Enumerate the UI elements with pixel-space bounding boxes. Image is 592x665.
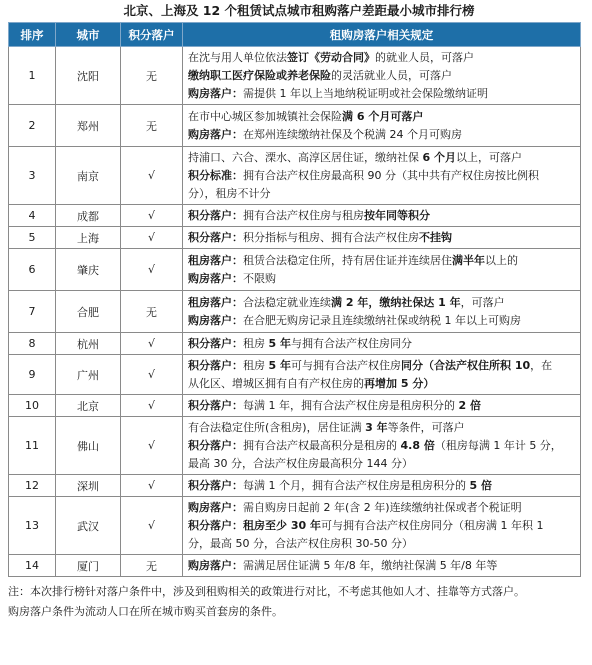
rank-cell: 8 bbox=[9, 333, 56, 355]
rule-text: 以上的 bbox=[485, 253, 518, 267]
city-cell: 佛山 bbox=[56, 417, 121, 475]
rules-cell bbox=[183, 395, 581, 417]
points-settlement-cell: √ bbox=[121, 147, 183, 205]
city-cell: 郑州 bbox=[56, 105, 121, 147]
rule-text: 拥有合法产权住房最高积 90 分（其中共有产权住房按比例积 bbox=[243, 168, 539, 182]
points-settlement-cell: √ bbox=[121, 249, 183, 291]
rules-cell bbox=[183, 291, 581, 333]
rule-text: 合法稳定就业连续 bbox=[243, 295, 331, 309]
rule-text-bold: 积分落户： bbox=[188, 208, 243, 222]
rule-text: 租房 bbox=[243, 358, 269, 372]
rule-text: 以上，可落户 bbox=[455, 150, 522, 164]
rule-text-bold: 购房落户： bbox=[188, 271, 243, 285]
rule-text: 每满 1 个月，拥有合法产权住房是租房积分的 bbox=[243, 478, 470, 492]
rules-cell bbox=[183, 249, 581, 291]
rule-text-bold: 积分落户： bbox=[188, 358, 243, 372]
rule-text: 有合法稳定住所(含租房)，居住证满 bbox=[188, 420, 366, 434]
rule-text: ，可落户 bbox=[460, 295, 505, 309]
city-cell: 杭州 bbox=[56, 333, 121, 355]
table-row bbox=[9, 333, 581, 355]
rank-cell: 6 bbox=[9, 249, 56, 291]
rules-cell bbox=[183, 417, 581, 475]
rule-line bbox=[188, 270, 575, 288]
rule-text-bold: 满 6 个月可落户 bbox=[342, 109, 424, 123]
rule-line bbox=[188, 167, 575, 185]
rule-text-bold: 2 倍 bbox=[458, 398, 481, 412]
rule-line bbox=[188, 207, 575, 225]
rule-text: 需满足居住证满 5 年/8 年，缴纳社保满 5 年/8 年等 bbox=[243, 558, 498, 572]
table-row bbox=[9, 355, 581, 395]
rank-cell: 4 bbox=[9, 205, 56, 227]
rule-line bbox=[188, 499, 575, 517]
rule-line bbox=[188, 67, 575, 85]
rule-line bbox=[188, 517, 575, 535]
rule-text-bold: 同分（合法产权住所积 10 bbox=[400, 358, 531, 372]
rule-text-bold: 6 个月 bbox=[422, 150, 456, 164]
rule-text: 分，最高 50 分，合法产权住房积 30-50 分） bbox=[188, 536, 413, 550]
rule-text-bold: 5 年 bbox=[268, 336, 291, 350]
ranking-table bbox=[8, 22, 581, 577]
rule-line bbox=[188, 85, 575, 103]
rule-line bbox=[188, 477, 575, 495]
rule-text-bold: 按年同等积分 bbox=[364, 208, 430, 222]
points-settlement-cell: 无 bbox=[121, 555, 183, 577]
rule-text-bold: 租房至少 30 年 bbox=[243, 518, 321, 532]
rank-cell: 2 bbox=[9, 105, 56, 147]
rule-text-bold: 5 年 bbox=[268, 358, 291, 372]
table-row bbox=[9, 417, 581, 475]
rule-text-bold: 积分标准： bbox=[188, 168, 243, 182]
rule-text: 拥有合法产权住房与租房 bbox=[243, 208, 364, 222]
rule-text: 的就业人员，可落户 bbox=[375, 50, 474, 64]
rule-line bbox=[188, 294, 575, 312]
rule-text-bold: 租房落户： bbox=[188, 295, 243, 309]
table-body bbox=[9, 47, 581, 577]
points-settlement-cell: √ bbox=[121, 475, 183, 497]
rule-text: 在沈与用人单位依法 bbox=[188, 50, 287, 64]
table-row bbox=[9, 47, 581, 105]
table-row bbox=[9, 227, 581, 249]
rules-cell bbox=[183, 227, 581, 249]
rule-text-bold: 3 年 bbox=[365, 420, 388, 434]
table-row bbox=[9, 475, 581, 497]
rule-line bbox=[188, 126, 575, 144]
rule-line bbox=[188, 419, 575, 437]
rank-cell: 14 bbox=[9, 555, 56, 577]
rule-text-bold: 购房落户： bbox=[188, 313, 243, 327]
rule-text: 等条件，可落户 bbox=[387, 420, 465, 434]
rule-text-bold: 购房落户： bbox=[188, 558, 243, 572]
rule-line bbox=[188, 252, 575, 270]
footnote bbox=[8, 582, 580, 622]
rules-cell bbox=[183, 497, 581, 555]
rule-text: 积分指标与租房、拥有合法产权住房 bbox=[243, 230, 419, 244]
rules-cell bbox=[183, 555, 581, 577]
rule-text: 的灵活就业人员，可落户 bbox=[331, 68, 452, 82]
header-city: 城市 bbox=[56, 23, 121, 47]
rule-text-bold: 积分落户： bbox=[188, 518, 243, 532]
rule-text: 需提供 1 年以上当地纳税证明或社会保险缴纳证明 bbox=[243, 86, 488, 100]
rule-text: （租房每满 1 年计 5 分， bbox=[434, 438, 562, 452]
rule-text: 与拥有合法产权住房同分 bbox=[290, 336, 412, 350]
points-settlement-cell: √ bbox=[121, 333, 183, 355]
rule-line bbox=[188, 357, 575, 375]
rank-cell: 9 bbox=[9, 355, 56, 395]
city-cell: 沈阳 bbox=[56, 47, 121, 105]
rules-cell bbox=[183, 47, 581, 105]
rank-cell: 5 bbox=[9, 227, 56, 249]
table-row bbox=[9, 249, 581, 291]
rule-line bbox=[188, 149, 575, 167]
rule-text: 从化区、增城区拥有自有产权住房的 bbox=[188, 376, 364, 390]
points-settlement-cell: 无 bbox=[121, 291, 183, 333]
rule-line bbox=[188, 437, 575, 455]
rule-line bbox=[188, 229, 575, 247]
table-title: 北京、上海及 12 个租赁试点城市租购落户差距最小城市排行榜 bbox=[123, 3, 475, 18]
table-row bbox=[9, 205, 581, 227]
rank-cell: 11 bbox=[9, 417, 56, 475]
rule-text-bold: 积分落户： bbox=[188, 438, 243, 452]
city-cell: 南京 bbox=[56, 147, 121, 205]
rules-cell bbox=[183, 475, 581, 497]
rule-line bbox=[188, 557, 575, 575]
header-rank: 排序 bbox=[9, 23, 56, 47]
footnote-line: 购房落户条件为流动人口在所在城市购买首套房的条件。 bbox=[8, 605, 283, 618]
rule-text-bold: 不挂钩 bbox=[419, 230, 452, 244]
rule-text: 最高 30 分，合法产权住房最高积分 144 分） bbox=[188, 456, 413, 470]
table-row bbox=[9, 497, 581, 555]
header-rules: 租购房落户相关规定 bbox=[183, 23, 581, 47]
rule-line bbox=[188, 185, 575, 203]
table-row bbox=[9, 147, 581, 205]
points-settlement-cell: √ bbox=[121, 227, 183, 249]
table-row bbox=[9, 555, 581, 577]
rule-text: 拥有合法产权最高积分是租房的 bbox=[243, 438, 401, 452]
table-row bbox=[9, 291, 581, 333]
points-settlement-cell: √ bbox=[121, 355, 183, 395]
rule-line bbox=[188, 455, 575, 473]
rule-text: 在合肥无购房记录且连续缴纳社保或纳税 1 年以上可购房 bbox=[243, 313, 521, 327]
rank-cell: 3 bbox=[9, 147, 56, 205]
rule-text-bold: 满 2 年，缴纳社保达 1 年 bbox=[331, 295, 461, 309]
rank-cell: 13 bbox=[9, 497, 56, 555]
rule-line bbox=[188, 397, 575, 415]
rule-text-bold: 积分落户： bbox=[188, 336, 243, 350]
rules-cell bbox=[183, 333, 581, 355]
rule-text: 可与拥有合法产权住房 bbox=[290, 358, 401, 372]
rank-cell: 12 bbox=[9, 475, 56, 497]
points-settlement-cell: 无 bbox=[121, 105, 183, 147]
rank-cell: 1 bbox=[9, 47, 56, 105]
city-cell: 武汉 bbox=[56, 497, 121, 555]
rule-text-bold: 积分落户： bbox=[188, 230, 243, 244]
city-cell: 成都 bbox=[56, 205, 121, 227]
rule-text: 持浦口、六合、溧水、高淳区居住证，缴纳社保 bbox=[188, 150, 423, 164]
city-cell: 厦门 bbox=[56, 555, 121, 577]
rule-line bbox=[188, 49, 575, 67]
rule-text-bold: 租房落户： bbox=[188, 253, 243, 267]
city-cell: 合肥 bbox=[56, 291, 121, 333]
rules-cell bbox=[183, 147, 581, 205]
rule-text-bold: 积分落户： bbox=[188, 398, 243, 412]
rule-line bbox=[188, 375, 575, 393]
rule-line bbox=[188, 312, 575, 330]
rule-text: ，在 bbox=[530, 358, 553, 372]
rule-text: 在郑州连续缴纳社保及个税满 24 个月可购房 bbox=[243, 127, 462, 141]
rules-cell bbox=[183, 205, 581, 227]
city-cell: 广州 bbox=[56, 355, 121, 395]
rule-text: 可与拥有合法产权住房同分（租房满 1 年积 1 bbox=[320, 518, 544, 532]
rank-cell: 10 bbox=[9, 395, 56, 417]
rule-text-bold: 积分落户： bbox=[188, 478, 243, 492]
header-row bbox=[9, 23, 581, 47]
rule-text: 需自购房日起前 2 年(含 2 年)连续缴纳社保或者个税证明 bbox=[243, 500, 522, 514]
rule-text: 分），租房不计分 bbox=[188, 186, 271, 200]
points-settlement-cell: 无 bbox=[121, 47, 183, 105]
table-row bbox=[9, 105, 581, 147]
points-settlement-cell: √ bbox=[121, 417, 183, 475]
rule-text: 租赁合法稳定住所，持有居住证并连续居住 bbox=[243, 253, 452, 267]
points-settlement-cell: √ bbox=[121, 497, 183, 555]
rule-text: 不限购 bbox=[243, 271, 276, 285]
rule-text: 在市中心城区参加城镇社会保险 bbox=[188, 109, 342, 123]
rule-text-bold: 签订《劳动合同》 bbox=[287, 50, 375, 64]
rule-text-bold: 缴纳职工医疗保险或养老保险 bbox=[188, 68, 331, 82]
rule-text-bold: 满半年 bbox=[452, 253, 485, 267]
rank-cell: 7 bbox=[9, 291, 56, 333]
footnote-line: 注：本次排行榜针对落户条件中，涉及到租购相关的政策进行对比，不考虑其他如人才、挂靠等方式落户。 bbox=[8, 585, 525, 598]
rule-text: 租房 bbox=[243, 336, 269, 350]
rule-line bbox=[188, 108, 575, 126]
table-row bbox=[9, 395, 581, 417]
rule-text-bold: 购房落户： bbox=[188, 86, 243, 100]
rule-text-bold: 5 倍 bbox=[469, 478, 492, 492]
city-cell: 肇庆 bbox=[56, 249, 121, 291]
city-cell: 北京 bbox=[56, 395, 121, 417]
city-cell: 上海 bbox=[56, 227, 121, 249]
city-cell: 深圳 bbox=[56, 475, 121, 497]
rules-cell bbox=[183, 355, 581, 395]
rule-text-bold: 再增加 5 分） bbox=[364, 376, 435, 390]
rule-text: 每满 1 年，拥有合法产权住房是租房积分的 bbox=[243, 398, 459, 412]
rule-text-bold: 购房落户： bbox=[188, 127, 243, 141]
rule-line bbox=[188, 335, 575, 353]
rule-line bbox=[188, 535, 575, 553]
rules-cell bbox=[183, 105, 581, 147]
header-points-settlement: 积分落户 bbox=[121, 23, 183, 47]
rule-text-bold: 4.8 倍 bbox=[400, 438, 435, 452]
points-settlement-cell: √ bbox=[121, 205, 183, 227]
points-settlement-cell: √ bbox=[121, 395, 183, 417]
rule-text-bold: 购房落户： bbox=[188, 500, 243, 514]
